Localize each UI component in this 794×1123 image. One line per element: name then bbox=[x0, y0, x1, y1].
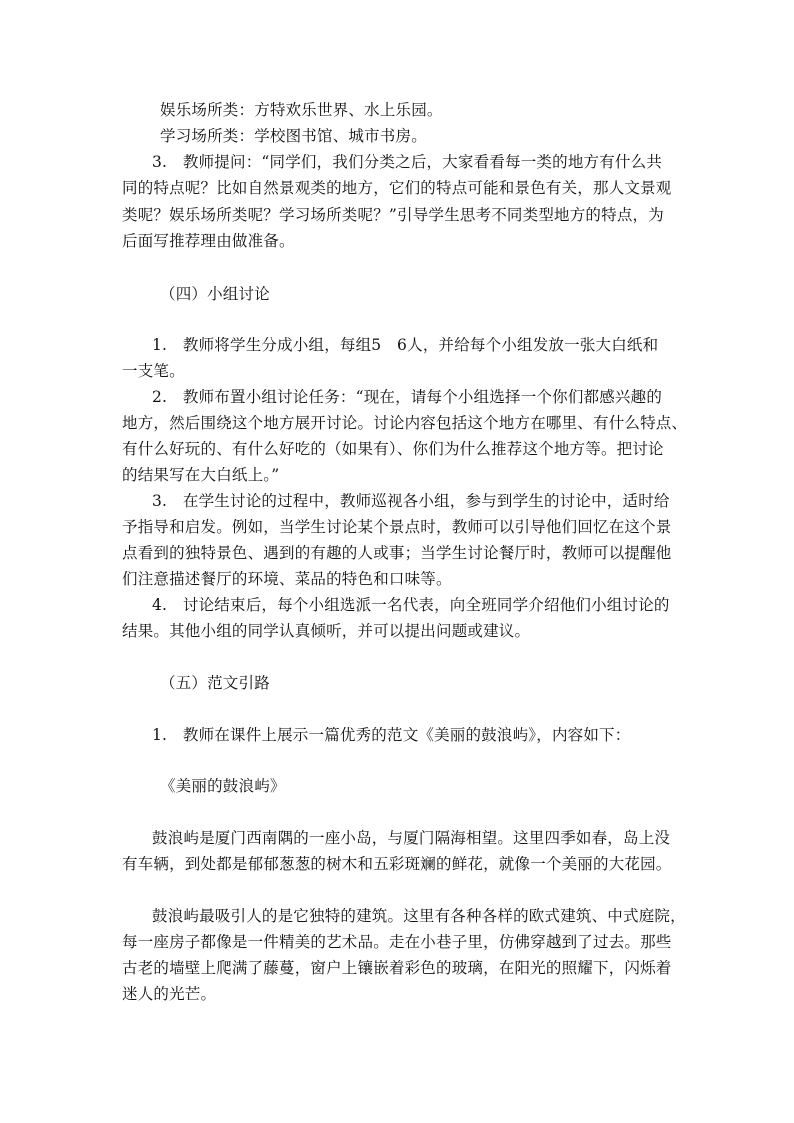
text-line: 迷人的光芒。 bbox=[122, 985, 217, 1003]
text-line: 结果。其他小组的同学认真倾听，并可以提出问题或建议。 bbox=[122, 622, 531, 640]
text-line: 有什么好玩的、有什么好吃的（如果有）、你们为什么推荐这个地方等。把讨论 bbox=[122, 440, 664, 458]
text-line: 1. 教师将学生分成小组，每组5 6人，并给每个小组发放一张大白纸和 bbox=[152, 336, 659, 354]
essay-title: 《美丽的鼓浪屿》 bbox=[160, 777, 286, 795]
text-line: 3. 教师提问：“同学们，我们分类之后，大家看看每一类的地方有什么共 bbox=[152, 153, 663, 171]
text-line: 的结果写在大白纸上。” bbox=[122, 466, 280, 484]
text-line: 一支笔。 bbox=[122, 362, 185, 380]
text-line: 予指导和启发。例如，当学生讨论某个景点时，教师可以引导他们回忆在这个景 bbox=[122, 518, 672, 536]
text-line: 每一座房子都像是一件精美的艺术品。走在小巷子里，仿佛穿越到了过去。那些 bbox=[122, 933, 672, 951]
text-line: 鼓浪屿是厦门西南隅的一座小岛，与厦门隔海相望。这里四季如春，岛上没 bbox=[152, 829, 671, 847]
text-line: 学习场所类：学校图书馆、城市书房。 bbox=[160, 127, 427, 145]
text-line: 2. 教师布置小组讨论任务：“现在，请每个小组选择一个你们都感兴趣的 bbox=[152, 388, 663, 406]
text-line: 1. 教师在课件上展示一篇优秀的范文《美丽的鼓浪屿》，内容如下： bbox=[152, 726, 631, 744]
text-line: 古老的墙壁上爬满了藤蔓，窗户上镶嵌着彩色的玻璃，在阳光的照耀下，闪烁着 bbox=[122, 959, 672, 977]
text-line: 3. 在学生讨论的过程中，教师巡视各小组，参与到学生的讨论中，适时给 bbox=[152, 492, 670, 510]
section-heading: （五）范文引路 bbox=[160, 674, 270, 692]
section-heading: （四）小组讨论 bbox=[160, 285, 270, 303]
text-line: 4. 讨论结束后，每个小组选派一名代表，向全班同学介绍他们小组讨论的 bbox=[152, 596, 670, 614]
text-line: 们注意描述餐厅的环境、菜品的特色和口味等。 bbox=[122, 570, 452, 588]
text-line: 娱乐场所类：方特欢乐世界、水上乐园。 bbox=[160, 101, 443, 119]
text-line: 类呢？娱乐场所类呢？学习场所类呢？”引导学生思考不同类型地方的特点，为 bbox=[122, 206, 664, 224]
text-line: 有车辆，到处都是郁郁葱葱的树木和五彩斑斓的鲜花，就像一个美丽的大花园。 bbox=[122, 855, 672, 873]
text-line: 地方，然后围绕这个地方展开讨论。讨论内容包括这个地方在哪里、有什么特点、 bbox=[122, 414, 688, 432]
text-line: 鼓浪屿最吸引人的是它独特的建筑。这里有各种各样的欧式建筑、中式庭院， bbox=[152, 907, 686, 925]
text-line: 后面写推荐理由做准备。 bbox=[122, 232, 295, 250]
text-line: 点看到的独特景色、遇到的有趣的人或事；当学生讨论餐厅时，教师可以提醒他 bbox=[122, 544, 672, 562]
text-line: 同的特点呢？比如自然景观类的地方，它们的特点可能和景色有关，那人文景观 bbox=[122, 179, 672, 197]
